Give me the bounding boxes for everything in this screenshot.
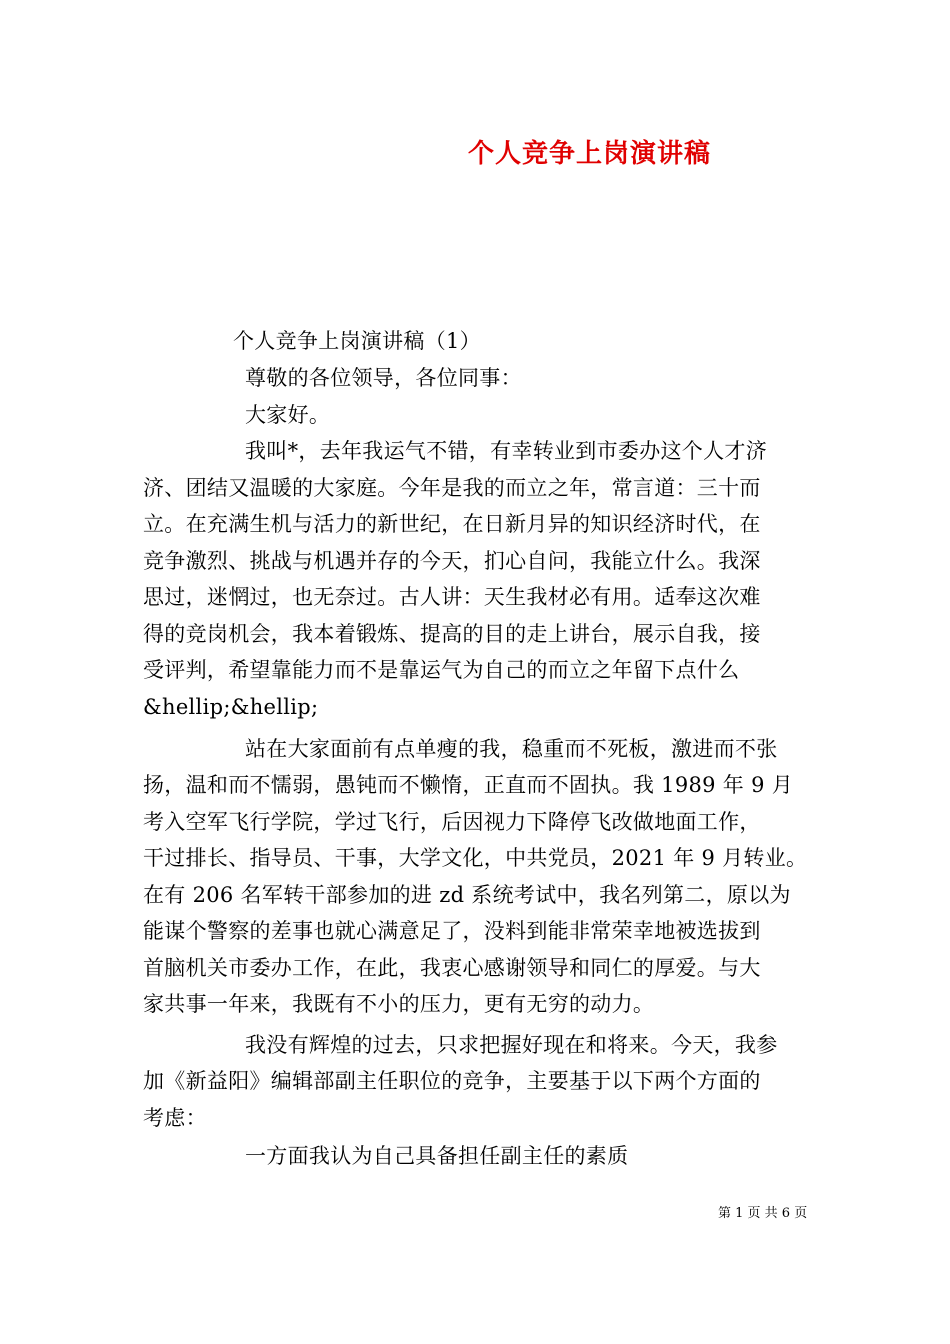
- body-line: 考虑：: [143, 1106, 207, 1130]
- page-footer: 第 1 页 共 6 页: [718, 1206, 808, 1221]
- body-line: 我没有辉煌的过去，只求把握好现在和将来。今天，我参: [245, 1033, 778, 1057]
- body-line: 站在大家面前有点单瘦的我，稳重而不死板，激进而不张: [245, 737, 778, 761]
- body-line: 考入空军飞行学院，学过飞行，后因视力下降停飞改做地面工作，: [143, 810, 761, 834]
- section-heading: 个人竞争上岗演讲稿（1）: [233, 329, 481, 353]
- body-line: 加《新益阳》编辑部副主任职位的竞争，主要基于以下两个方面的: [143, 1069, 761, 1093]
- body-line: 竞争激烈、挑战与机遇并存的今天，扪心自问，我能立什么。我深: [143, 549, 761, 573]
- body-line: 思过，迷惘过，也无奈过。古人讲：天生我材必有用。适奉这次难: [143, 585, 761, 609]
- body-line: 干过排长、指导员、干事，大学文化，中共党员，2021 年 9 月转业。: [143, 846, 808, 870]
- body-line: 立。在充满生机与活力的新世纪，在日新月异的知识经济时代，在: [143, 512, 761, 536]
- body-line: 受评判，希望靠能力而不是靠运气为自己的而立之年留下点什么: [143, 658, 740, 682]
- body-line: 在有 206 名军转干部参加的进 zd 系统考试中，我名列第二，原以为: [143, 883, 791, 907]
- document-title: 个人竞争上岗演讲稿: [468, 139, 712, 169]
- body-line: 扬，温和而不懦弱，愚钝而不懒惰，正直而不固执。我 1989 年 9 月: [143, 773, 794, 797]
- body-line: 我叫*，去年我运气不错，有幸转业到市委办这个人才济: [245, 439, 767, 463]
- body-line: 一方面我认为自己具备担任副主任的素质: [245, 1144, 629, 1168]
- body-line: 首脑机关市委办工作，在此，我衷心感谢领导和同仁的厚爱。与大: [143, 956, 761, 980]
- body-line: 家共事一年来，我既有不小的压力，更有无穷的动力。: [143, 992, 655, 1016]
- body-line: 济、团结又温暖的大家庭。今年是我的而立之年，常言道：三十而: [143, 476, 761, 500]
- greeting: 大家好。: [245, 403, 331, 427]
- body-line: 能谋个警察的差事也就心满意足了，没料到能非常荣幸地被选拔到: [143, 919, 761, 943]
- body-line: 得的竞岗机会，我本着锻炼、提高的目的走上讲台，展示自我，接: [143, 622, 761, 646]
- salutation: 尊敬的各位领导，各位同事：: [245, 366, 522, 390]
- body-line: &hellip;&hellip;: [143, 695, 319, 719]
